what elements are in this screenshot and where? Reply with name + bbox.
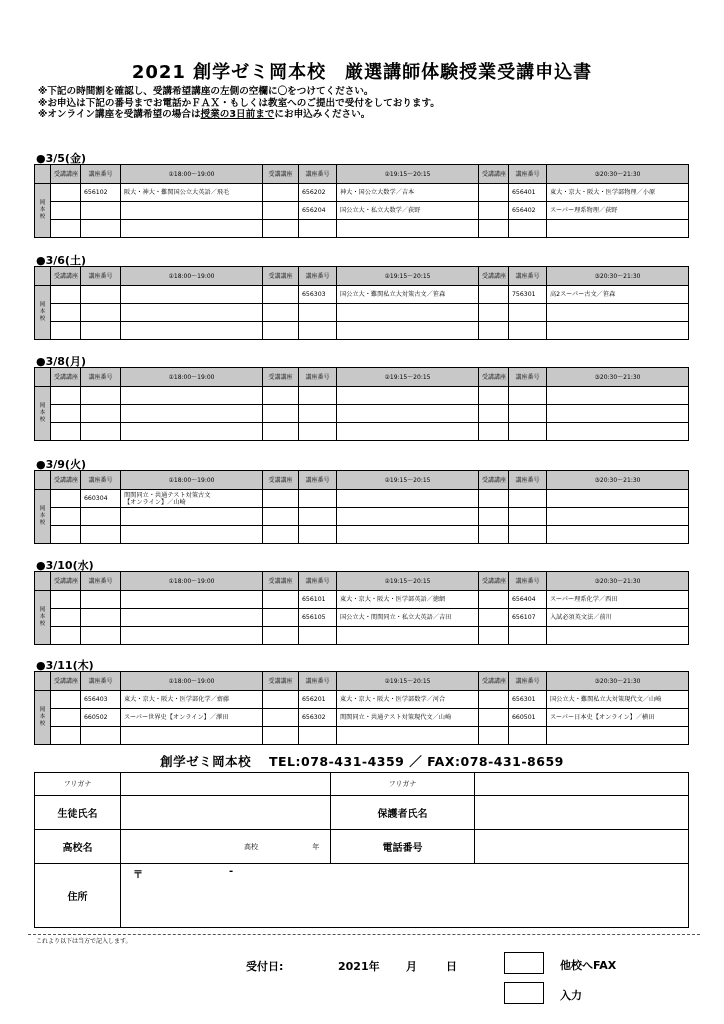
course-number: 660501 [509, 709, 547, 727]
guardian-furigana-label: フリガナ [331, 773, 475, 796]
attend-checkbox-cell[interactable] [479, 387, 509, 405]
attend-checkbox-cell[interactable] [51, 220, 81, 238]
header-number: 講座番号 [509, 672, 547, 691]
deadline-emphasis: 授業の3日前まで [200, 109, 275, 120]
attend-checkbox-cell[interactable] [51, 202, 81, 220]
header-attend: 受講講座 [479, 672, 509, 691]
course-name [337, 220, 479, 238]
course-number [299, 526, 337, 544]
header-slot3: ③20:30～21:30 [547, 672, 689, 691]
day-label: ●3/11(木) [36, 659, 94, 672]
course-name: 国公立大・難関私立大対策現代文／山崎 [547, 691, 689, 709]
attend-checkbox-cell[interactable] [51, 423, 81, 441]
header-number: 講座番号 [299, 368, 337, 387]
campus-label: 岡本校 [35, 286, 51, 340]
day-label: ●3/5(金) [36, 152, 86, 165]
school-name-field[interactable] [121, 830, 331, 864]
course-number [509, 627, 547, 645]
attend-checkbox-cell[interactable] [263, 423, 299, 441]
course-name: 国公立大・関関同立・私立大英語／吉田 [337, 609, 479, 627]
course-number [509, 526, 547, 544]
course-name: 関関同立・共通テスト対策古文 【オンライン】／山崎 [121, 490, 263, 508]
header-attend: 受講講座 [479, 267, 509, 286]
course-name [547, 727, 689, 745]
campus-label: 岡本校 [35, 184, 51, 238]
course-number: 656302 [299, 709, 337, 727]
attend-checkbox-cell[interactable] [479, 526, 509, 544]
campus-label: 岡本校 [35, 591, 51, 645]
header-number: 講座番号 [299, 672, 337, 691]
attend-checkbox-cell[interactable] [479, 202, 509, 220]
schedule-table [34, 470, 689, 544]
header-slot3: ③20:30～21:30 [547, 572, 689, 591]
attend-checkbox-cell[interactable] [51, 387, 81, 405]
table-row [35, 490, 689, 508]
attend-checkbox-cell[interactable] [263, 709, 299, 727]
course-name [547, 508, 689, 526]
header-slot2: ②19:15～20:15 [337, 165, 479, 184]
table-row [35, 405, 689, 423]
header-number: 講座番号 [81, 165, 121, 184]
table-row [35, 609, 689, 627]
attend-checkbox-cell[interactable] [51, 727, 81, 745]
course-number [81, 405, 121, 423]
attend-checkbox-cell[interactable] [263, 184, 299, 202]
attend-checkbox-cell[interactable] [479, 286, 509, 304]
attend-checkbox-cell[interactable] [51, 322, 81, 340]
header-slot1: ①18:00～19:00 [121, 471, 263, 490]
attend-checkbox-cell[interactable] [263, 508, 299, 526]
course-name: スーパー日本史【オンライン】／横田 [547, 709, 689, 727]
header-attend: 受講講座 [263, 672, 299, 691]
course-name [121, 591, 263, 609]
header-number: 講座番号 [81, 572, 121, 591]
attend-checkbox-cell[interactable] [51, 184, 81, 202]
attend-checkbox-cell[interactable] [479, 627, 509, 645]
course-number: 656301 [509, 691, 547, 709]
course-name: 高2スーパー古文／笹森 [547, 286, 689, 304]
attend-checkbox-cell[interactable] [479, 304, 509, 322]
course-name: 関関同立・共通テスト対策現代文／山崎 [337, 709, 479, 727]
course-name [121, 387, 263, 405]
header-slot1: ①18:00～19:00 [121, 572, 263, 591]
header-number: 講座番号 [509, 471, 547, 490]
course-name [337, 405, 479, 423]
address-field[interactable] [121, 864, 689, 928]
course-name [337, 304, 479, 322]
attend-checkbox-cell[interactable] [51, 627, 81, 645]
course-number: 656101 [299, 591, 337, 609]
header-attend: 受講講座 [479, 572, 509, 591]
header-corner [35, 471, 51, 490]
phone-field[interactable] [475, 830, 689, 864]
course-number [81, 508, 121, 526]
header-slot1: ①18:00～19:00 [121, 672, 263, 691]
course-name [337, 526, 479, 544]
table-row [35, 220, 689, 238]
course-name: 神大・国公立大数学／吉本 [337, 184, 479, 202]
day-label: ●3/8(月) [36, 355, 86, 368]
course-number: 656105 [299, 609, 337, 627]
attend-checkbox-cell[interactable] [479, 609, 509, 627]
header-corner [35, 572, 51, 591]
attend-checkbox-cell[interactable] [263, 322, 299, 340]
course-number: 656201 [299, 691, 337, 709]
header-corner [35, 267, 51, 286]
header-attend: 受講講座 [263, 165, 299, 184]
header-slot3: ③20:30～21:30 [547, 368, 689, 387]
guardian-furigana-field[interactable] [475, 773, 689, 796]
header-slot2: ②19:15～20:15 [337, 572, 479, 591]
table-row [35, 691, 689, 709]
schedule-table [34, 164, 689, 238]
course-name [547, 322, 689, 340]
header-attend: 受講講座 [51, 165, 81, 184]
header-number: 講座番号 [509, 267, 547, 286]
day-label: ●3/10(水) [36, 559, 94, 572]
course-number [81, 322, 121, 340]
attend-checkbox-cell[interactable] [479, 322, 509, 340]
course-number [509, 727, 547, 745]
attend-checkbox-cell[interactable] [263, 286, 299, 304]
postal-mark: 〒 [133, 870, 143, 881]
header-slot1: ①18:00～19:00 [121, 165, 263, 184]
course-number [81, 202, 121, 220]
header-attend: 受講講座 [263, 267, 299, 286]
table-row [35, 423, 689, 441]
header-number: 講座番号 [509, 165, 547, 184]
header-attend: 受講講座 [479, 368, 509, 387]
input-checkbox[interactable] [504, 982, 544, 1004]
header-number: 講座番号 [81, 368, 121, 387]
course-number [81, 387, 121, 405]
course-name [337, 387, 479, 405]
header-number: 講座番号 [299, 572, 337, 591]
header-slot2: ②19:15～20:15 [337, 368, 479, 387]
course-name [121, 304, 263, 322]
course-number [509, 423, 547, 441]
course-number [299, 727, 337, 745]
course-name [337, 727, 479, 745]
attend-checkbox-cell[interactable] [479, 691, 509, 709]
course-name [547, 526, 689, 544]
course-name [121, 220, 263, 238]
header-corner [35, 672, 51, 691]
course-name [337, 627, 479, 645]
course-number [299, 220, 337, 238]
course-name [121, 627, 263, 645]
course-name [121, 727, 263, 745]
header-number: 講座番号 [299, 165, 337, 184]
course-number [299, 508, 337, 526]
header-corner [35, 368, 51, 387]
course-name: 国公立大・私立大数学／荻野 [337, 202, 479, 220]
course-number: 656202 [299, 184, 337, 202]
header-attend: 受講講座 [51, 368, 81, 387]
attend-checkbox-cell[interactable] [51, 304, 81, 322]
student-furigana-field[interactable] [121, 773, 331, 796]
course-name [121, 202, 263, 220]
schedule-table [34, 367, 689, 441]
course-name [547, 220, 689, 238]
fax-label: 他校へFAX [560, 959, 617, 972]
header-attend: 受講講座 [479, 165, 509, 184]
course-name [121, 508, 263, 526]
contact-line: 創学ゼミ岡本校 TEL:078-431-4359 ／ FAX:078-431-8659 [160, 754, 564, 769]
header-number: 講座番号 [81, 471, 121, 490]
day-label: ●3/9(火) [36, 458, 86, 471]
header-slot3: ③20:30～21:30 [547, 165, 689, 184]
course-number: 656204 [299, 202, 337, 220]
attend-checkbox-cell[interactable] [263, 591, 299, 609]
attend-checkbox-cell[interactable] [51, 405, 81, 423]
header-attend: 受講講座 [263, 471, 299, 490]
course-name: 国公立大・難関私立大対策古文／笹森 [337, 286, 479, 304]
attend-checkbox-cell[interactable] [51, 591, 81, 609]
table-row [35, 727, 689, 745]
table-row [35, 286, 689, 304]
header-slot2: ②19:15～20:15 [337, 267, 479, 286]
course-name [337, 423, 479, 441]
course-number [81, 727, 121, 745]
course-number: 656107 [509, 609, 547, 627]
instruction-line-2: ※お申込は下記の番号までお電話かＦＡＸ・もしくは教室へのご提出で受付をしております。 [38, 97, 440, 109]
course-number [299, 405, 337, 423]
course-number [509, 322, 547, 340]
course-number: 660502 [81, 709, 121, 727]
schedule-table [34, 671, 689, 745]
attend-checkbox-cell[interactable] [51, 609, 81, 627]
course-number [81, 591, 121, 609]
application-form [34, 772, 689, 928]
course-number [81, 286, 121, 304]
received-date-label: 受付日: [246, 960, 284, 973]
course-number [299, 627, 337, 645]
received-day: 日 [446, 960, 457, 973]
instructions [38, 86, 440, 121]
campus-label: 岡本校 [35, 691, 51, 745]
header-number: 講座番号 [299, 267, 337, 286]
course-name: スーパー世界史【オンライン】／澤田 [121, 709, 263, 727]
attend-checkbox-cell[interactable] [479, 727, 509, 745]
postal-dash: - [229, 866, 234, 877]
day-label: ●3/6(土) [36, 254, 86, 267]
course-name [121, 405, 263, 423]
page-title: 2021 創学ゼミ岡本校 厳選講師体験授業受講申込書 [131, 62, 593, 83]
header-number: 講座番号 [299, 471, 337, 490]
guardian-name-field[interactable] [475, 796, 689, 830]
header-corner [35, 165, 51, 184]
attend-checkbox-cell[interactable] [263, 405, 299, 423]
course-name: 入試必須英文法／前川 [547, 609, 689, 627]
staff-note: これより以下は当方で記入します。 [36, 938, 132, 945]
header-slot2: ②19:15～20:15 [337, 471, 479, 490]
course-name [337, 490, 479, 508]
schedule-table [34, 266, 689, 340]
fax-checkbox[interactable] [504, 952, 544, 974]
course-name: 東大・京大・阪大・医学部英語／徳網 [337, 591, 479, 609]
schedule-table [34, 571, 689, 645]
header-slot3: ③20:30～21:30 [547, 471, 689, 490]
course-name [337, 508, 479, 526]
grade-suffix: 年 [312, 842, 320, 851]
attend-checkbox-cell[interactable] [263, 526, 299, 544]
header-number: 講座番号 [81, 267, 121, 286]
course-number: 756301 [509, 286, 547, 304]
table-row [35, 627, 689, 645]
attend-checkbox-cell[interactable] [263, 627, 299, 645]
course-number [509, 304, 547, 322]
attend-checkbox-cell[interactable] [263, 691, 299, 709]
course-number [81, 609, 121, 627]
attend-checkbox-cell[interactable] [51, 709, 81, 727]
course-name [547, 304, 689, 322]
course-name [121, 609, 263, 627]
course-number [509, 490, 547, 508]
course-number [81, 304, 121, 322]
header-number: 講座番号 [81, 672, 121, 691]
header-slot3: ③20:30～21:30 [547, 267, 689, 286]
attend-checkbox-cell[interactable] [479, 184, 509, 202]
course-name [337, 322, 479, 340]
attend-checkbox-cell[interactable] [479, 220, 509, 238]
attend-checkbox-cell[interactable] [263, 220, 299, 238]
course-number: 656401 [509, 184, 547, 202]
course-number [299, 387, 337, 405]
address-label: 住所 [35, 864, 121, 928]
course-name [121, 526, 263, 544]
course-name [121, 423, 263, 441]
course-name: スーパー理系化学／西田 [547, 591, 689, 609]
course-name: 東大・京大・阪大・医学部物理／小原 [547, 184, 689, 202]
attend-checkbox-cell[interactable] [479, 423, 509, 441]
header-slot2: ②19:15～20:15 [337, 672, 479, 691]
course-number [509, 220, 547, 238]
header-attend: 受講講座 [51, 672, 81, 691]
course-number [299, 322, 337, 340]
instruction-line-3: ※オンライン講座を受講希望の場合は授業の3日前までにお申込みください。 [38, 109, 371, 120]
instruction-line-1: ※下記の時間割を確認し、受講希望講座の左側の空欄に〇をつけてください。 [38, 86, 374, 97]
course-name [547, 423, 689, 441]
header-number: 講座番号 [509, 368, 547, 387]
campus-label: 岡本校 [35, 490, 51, 544]
course-number: 656402 [509, 202, 547, 220]
header-slot1: ①18:00～19:00 [121, 267, 263, 286]
attend-checkbox-cell[interactable] [263, 202, 299, 220]
attend-checkbox-cell[interactable] [51, 490, 81, 508]
school-suffix: 高校 [244, 842, 258, 851]
course-number [299, 423, 337, 441]
course-name: スーパー理系物理／荻野 [547, 202, 689, 220]
table-row [35, 202, 689, 220]
campus-label: 岡本校 [35, 387, 51, 441]
cut-line [28, 934, 700, 935]
header-attend: 受講講座 [51, 267, 81, 286]
header-slot1: ①18:00～19:00 [121, 368, 263, 387]
course-name [547, 387, 689, 405]
attend-checkbox-cell[interactable] [479, 591, 509, 609]
course-number [299, 304, 337, 322]
attend-checkbox-cell[interactable] [51, 286, 81, 304]
header-attend: 受講講座 [51, 572, 81, 591]
header-number: 講座番号 [509, 572, 547, 591]
received-year: 2021年 [338, 960, 380, 973]
course-name: 東大・京大・阪大・医学部数学／河合 [337, 691, 479, 709]
header-attend: 受講講座 [479, 471, 509, 490]
header-attend: 受講講座 [263, 368, 299, 387]
table-row [35, 304, 689, 322]
course-number [509, 405, 547, 423]
student-name-field[interactable] [121, 796, 331, 830]
header-attend: 受講講座 [263, 572, 299, 591]
attend-checkbox-cell[interactable] [479, 490, 509, 508]
course-number: 656102 [81, 184, 121, 202]
course-number [81, 526, 121, 544]
attend-checkbox-cell[interactable] [51, 508, 81, 526]
attend-checkbox-cell[interactable] [263, 490, 299, 508]
course-number: 656303 [299, 286, 337, 304]
attend-checkbox-cell[interactable] [263, 727, 299, 745]
course-name: 東大・京大・阪大・医学部化学／齋藤 [121, 691, 263, 709]
course-name [547, 627, 689, 645]
course-number [81, 627, 121, 645]
course-number [81, 220, 121, 238]
course-name [547, 490, 689, 508]
course-name [547, 405, 689, 423]
table-row [35, 709, 689, 727]
course-number [509, 387, 547, 405]
course-number [81, 423, 121, 441]
table-row [35, 184, 689, 202]
course-name: 阪大・神大・難関国公立大英語／飛毛 [121, 184, 263, 202]
course-name [121, 286, 263, 304]
course-number: 656403 [81, 691, 121, 709]
table-row [35, 387, 689, 405]
received-month: 月 [406, 960, 417, 973]
attend-checkbox-cell[interactable] [479, 709, 509, 727]
course-name [121, 322, 263, 340]
table-row [35, 508, 689, 526]
phone-label: 電話番号 [331, 830, 475, 864]
attend-checkbox-cell[interactable] [51, 526, 81, 544]
attend-checkbox-cell[interactable] [479, 405, 509, 423]
school-name-label: 高校名 [35, 830, 121, 864]
attend-checkbox-cell[interactable] [263, 387, 299, 405]
input-label: 入力 [560, 989, 582, 1002]
header-attend: 受講講座 [51, 471, 81, 490]
course-number: 656404 [509, 591, 547, 609]
student-furigana-label: フリガナ [35, 773, 121, 796]
attend-checkbox-cell[interactable] [263, 609, 299, 627]
student-name-label: 生徒氏名 [35, 796, 121, 830]
table-row [35, 526, 689, 544]
table-row [35, 591, 689, 609]
course-number [299, 490, 337, 508]
attend-checkbox-cell[interactable] [479, 508, 509, 526]
guardian-name-label: 保護者氏名 [331, 796, 475, 830]
attend-checkbox-cell[interactable] [51, 691, 81, 709]
table-row [35, 322, 689, 340]
course-number: 660304 [81, 490, 121, 508]
attend-checkbox-cell[interactable] [263, 304, 299, 322]
course-number [509, 508, 547, 526]
